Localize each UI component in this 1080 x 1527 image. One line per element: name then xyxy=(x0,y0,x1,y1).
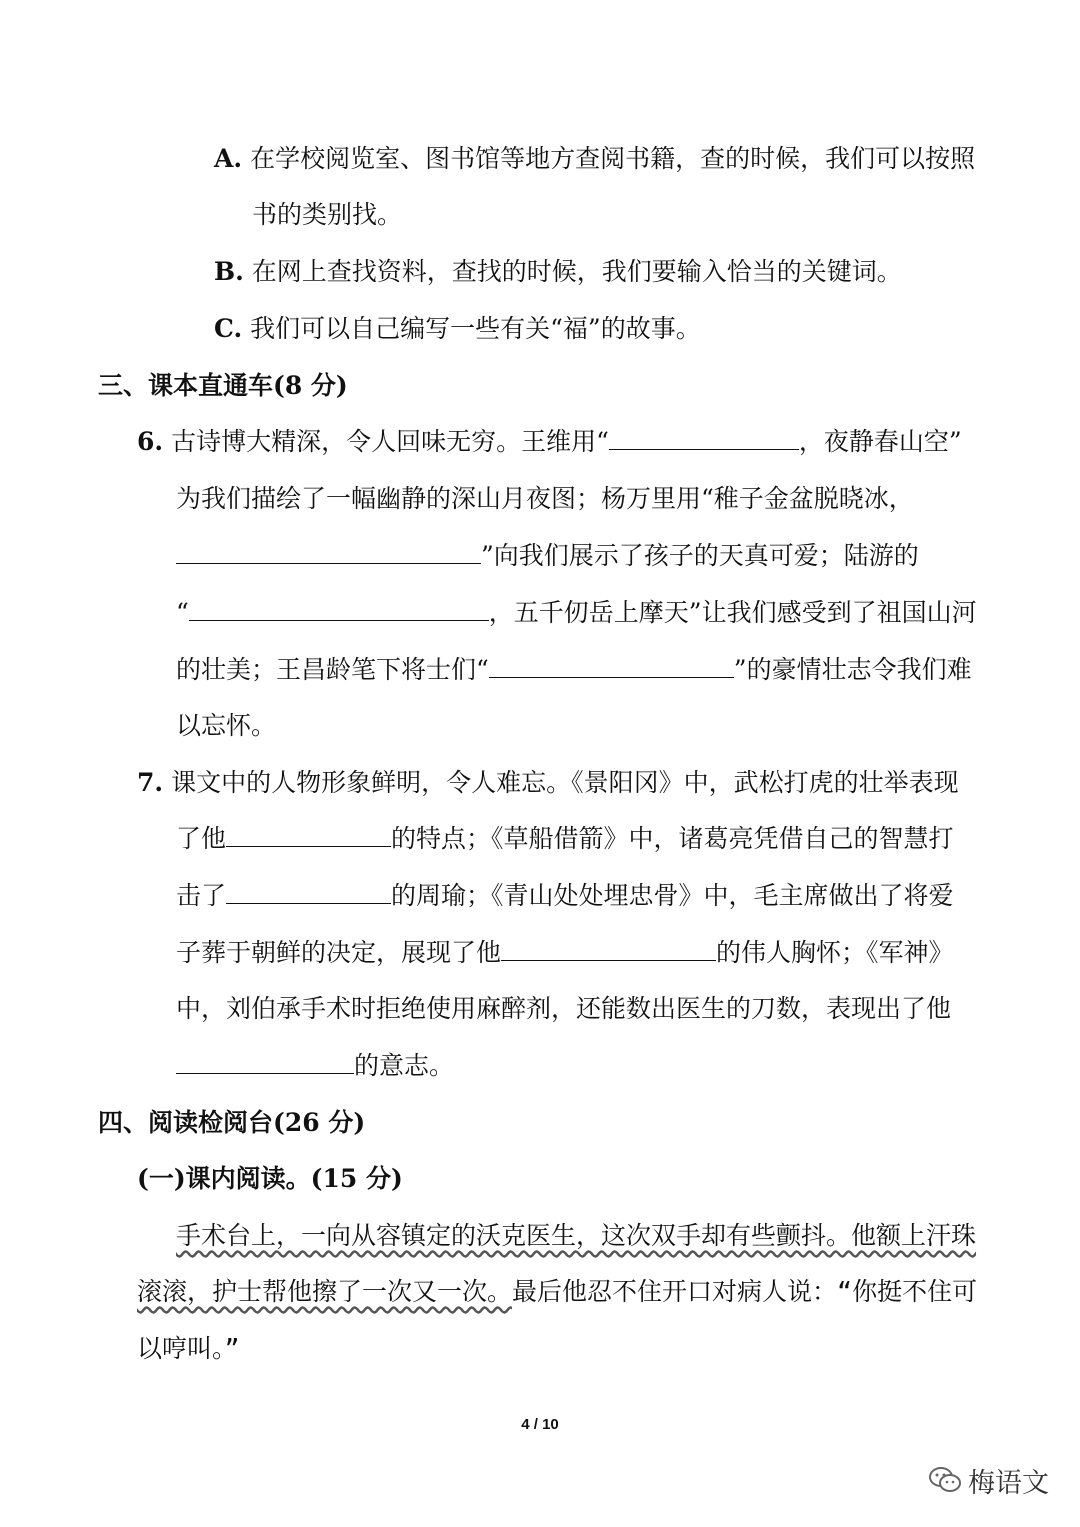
q6-text-a: 古诗博大精深，令人回味无穷。王维用“ xyxy=(171,427,609,456)
wechat-icon xyxy=(928,1465,962,1495)
option-a-text: 在学校阅览室、图书馆等地方查阅书籍，查的时候，我们可以按照 xyxy=(250,144,976,173)
q7-text-l2a: 了他 xyxy=(176,824,227,853)
page-number: 4 / 10 xyxy=(521,1416,559,1433)
q7-text-l2b: 的特点；《草船借箭》中，诸葛亮凭借自己的智慧打 xyxy=(391,824,954,853)
q7-blank-1[interactable] xyxy=(226,822,391,847)
q7-line5: 中，刘伯承手术时拒绝使用麻醉剂，还能数出医生的刀数，表现出了他 xyxy=(176,994,952,1023)
option-a-label: A. xyxy=(214,144,243,173)
option-c-label: C. xyxy=(214,314,243,343)
q7-blank-2[interactable] xyxy=(226,879,391,904)
q7-line6 xyxy=(176,1049,454,1083)
q6-blank-2[interactable] xyxy=(176,539,481,564)
option-c-text: 我们可以自己编写一些有关“福”的故事。 xyxy=(250,314,701,343)
passage-text-l1: 手术台上，一向从容镇定的沃克医生，这次双手却有些颤抖。他额上汗珠 xyxy=(176,1221,977,1250)
q6-blank-3[interactable] xyxy=(189,596,489,621)
q7-text-l4b: 的伟人胸怀；《军神》 xyxy=(716,938,954,967)
passage-line1 xyxy=(176,1219,976,1253)
q7-text-l3a: 击了 xyxy=(176,881,227,910)
q7-text-l1: 课文中的人物形象鲜明，令人难忘。《景阳冈》中，武松打虎的壮举表现 xyxy=(171,768,959,797)
passage-text-l2-underlined: 滚滚，护士帮他擦了一次又一次。 xyxy=(137,1277,513,1306)
q6-blank-1[interactable] xyxy=(609,425,799,450)
q7-line2 xyxy=(176,822,954,856)
q7-text-l6: 的意志。 xyxy=(354,1051,455,1080)
q6-number: 6. xyxy=(137,427,164,456)
q7-text-l4a: 子葬于朝鲜的决定，展现了他 xyxy=(176,938,502,967)
q6-line4 xyxy=(176,596,977,630)
passage-line3: 以哼叫。” xyxy=(137,1334,240,1363)
q7-line3 xyxy=(176,879,954,913)
q6-quote-open: “ xyxy=(176,598,189,627)
q6-text-l5b: ”的豪情壮志令我们难 xyxy=(733,655,972,684)
q7-blank-3[interactable] xyxy=(501,936,716,961)
section-4-heading: 四、阅读检阅台(26 分) xyxy=(98,1108,366,1137)
q6-line6: 以忘怀。 xyxy=(176,711,277,740)
watermark xyxy=(928,1460,1049,1500)
q6-line1 xyxy=(137,425,962,459)
q6-text-b: ，夜静春山空” xyxy=(798,427,962,456)
option-a-line2: 书的类别找。 xyxy=(252,200,403,229)
q7-number: 7. xyxy=(137,768,164,797)
q6-line2: 为我们描绘了一幅幽静的深山月夜图；杨万里用“稚子金盆脱晓冰， xyxy=(176,484,914,513)
q6-text-l4: ，五千仞岳上摩天”让我们感受到了祖国山河 xyxy=(488,598,977,627)
passage-text-l2-rest: 最后他忍不住开口对病人说：“你挺不住可 xyxy=(512,1277,978,1306)
q6-text-l5a: 的壮美；王昌龄笔下将士们“ xyxy=(176,655,489,684)
option-c xyxy=(214,312,701,346)
q6-blank-4[interactable] xyxy=(489,653,734,678)
passage-line2 xyxy=(137,1275,977,1309)
option-a-line1 xyxy=(214,142,975,176)
option-b xyxy=(214,255,902,289)
watermark-text: 梅语文 xyxy=(968,1467,1049,1499)
section-4-subheading: (一)课内阅读。(15 分) xyxy=(137,1164,403,1193)
q7-text-l3b: 的周瑜；《青山处处埋忠骨》中，毛主席做出了将爱 xyxy=(391,881,954,910)
option-b-label: B. xyxy=(214,257,244,286)
option-b-text: 在网上查找资料，查找的时候，我们要输入恰当的关键词。 xyxy=(251,257,902,286)
q6-line3 xyxy=(176,539,919,573)
q6-line5 xyxy=(176,653,972,687)
q7-blank-4[interactable] xyxy=(176,1049,354,1074)
q6-text-l3: ”向我们展示了孩子的天真可爱；陆游的 xyxy=(481,541,919,570)
q7-line4 xyxy=(176,936,954,970)
section-3-heading: 三、课本直通车(8 分) xyxy=(98,371,348,400)
q7-line1 xyxy=(137,766,959,800)
